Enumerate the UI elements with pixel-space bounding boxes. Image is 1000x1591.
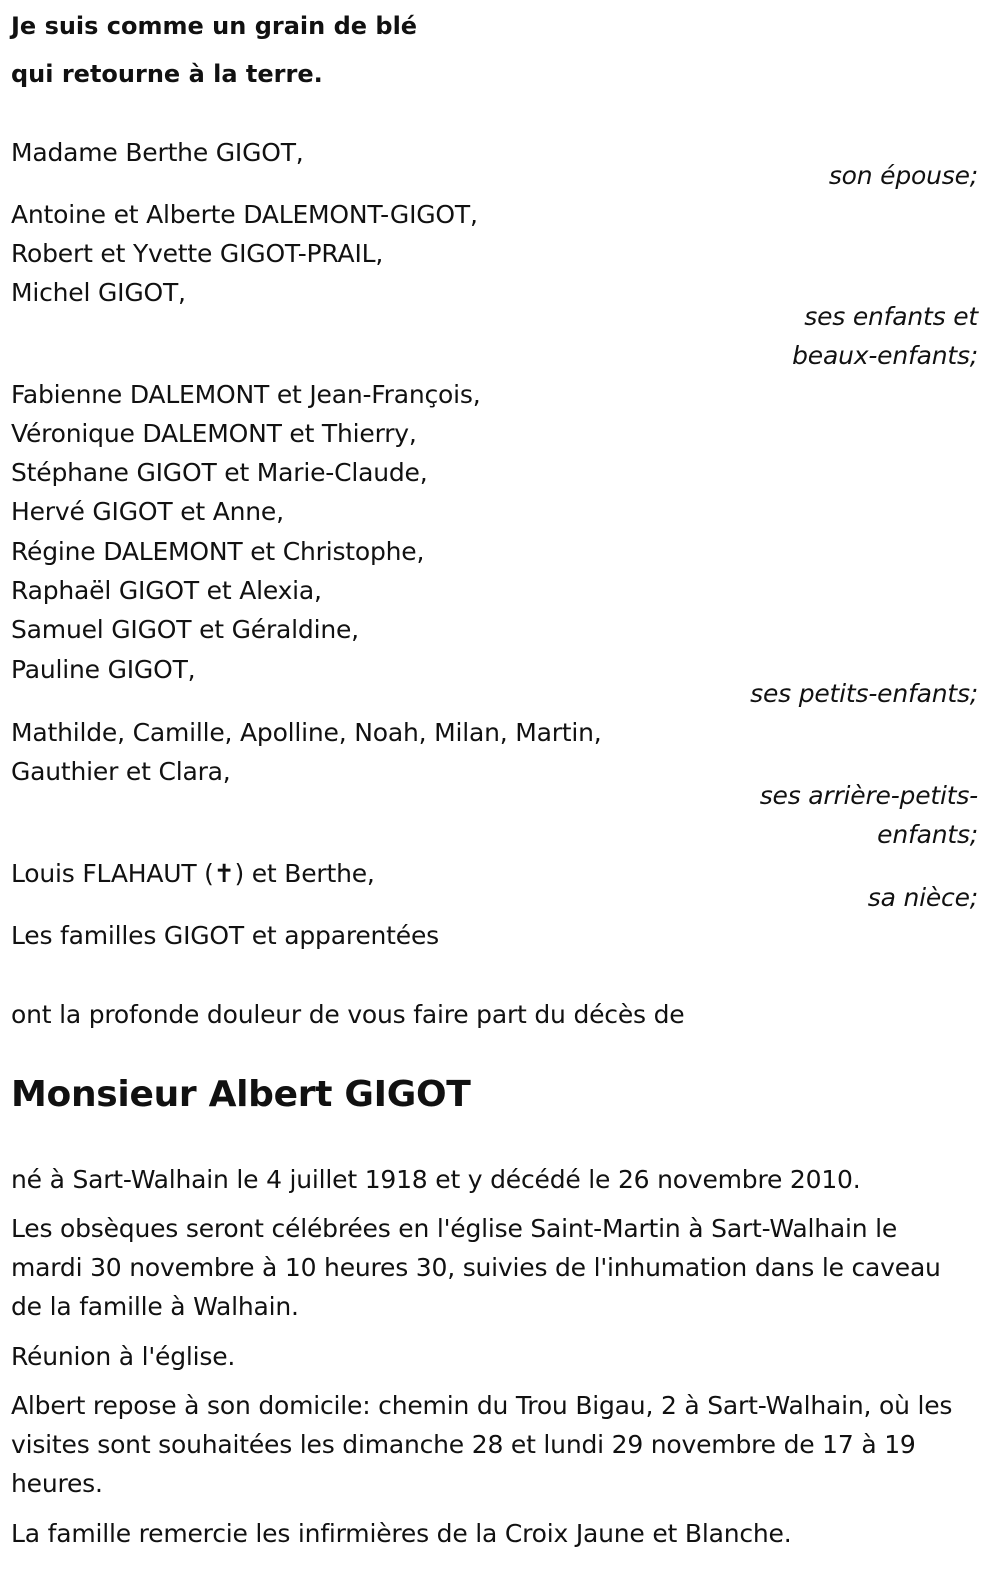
great-grandchild-names: Gauthier et Clara,	[11, 757, 231, 786]
grandchild-name: Stéphane GIGOT et Marie-Claude,	[11, 458, 428, 487]
great-grandchildren-relation-line-2: enfants;	[877, 820, 978, 849]
spouse-relation: son épouse;	[828, 161, 978, 190]
grandchild-name: Véronique DALEMONT et Thierry,	[11, 419, 417, 448]
grandchild-name: Fabienne DALEMONT et Jean-François,	[11, 380, 481, 409]
epigraph-line-1: Je suis comme un grain de blé	[11, 12, 418, 40]
meeting-paragraph: Réunion à l'église.	[11, 1342, 236, 1371]
grandchildren-relation: ses petits-enfants;	[750, 679, 978, 708]
children-relation-line-2: beaux-enfants;	[792, 341, 978, 370]
epigraph-line-2: qui retourne à la terre.	[11, 60, 323, 88]
grandchild-name: Régine DALEMONT et Christophe,	[11, 537, 425, 566]
child-name: Robert et Yvette GIGOT-PRAIL,	[11, 239, 384, 268]
grandchild-name: Samuel GIGOT et Géraldine,	[11, 615, 359, 644]
grandchild-name: Hervé GIGOT et Anne,	[11, 497, 284, 526]
niece-relation: sa nièce;	[867, 883, 978, 912]
funeral-paragraph: Les obsèques seront célébrées en l'église Saint-Martin à Sart-Walhain le mardi 30 novembre à 10 heures 30, suivies de l'inhumation dans le caveau de la famille à Walhain.	[11, 1214, 941, 1321]
niece-name: Louis FLAHAUT (✝) et Berthe,	[11, 859, 375, 888]
thanks-paragraph: La famille remercie les infirmières de la Croix Jaune et Blanche.	[11, 1519, 792, 1548]
child-name: Michel GIGOT,	[11, 278, 186, 307]
grandchild-name: Raphaël GIGOT et Alexia,	[11, 576, 322, 605]
visitation-paragraph: Albert repose à son domicile: chemin du Trou Bigau, 2 à Sart-Walhain, où les visites sont souhaitées les dimanche 28 et lundi 29 novembre de 17 à 19 heures.	[11, 1391, 953, 1498]
great-grandchildren-relation-line-1: ses arrière-petits-	[759, 781, 978, 810]
children-relation-line-1: ses enfants et	[804, 302, 978, 331]
deceased-name: Monsieur Albert GIGOT	[11, 1074, 471, 1115]
birth-death-paragraph: né à Sart-Walhain le 4 juillet 1918 et y décédé le 26 novembre 2010.	[11, 1165, 861, 1194]
child-name: Antoine et Alberte DALEMONT-GIGOT,	[11, 200, 478, 229]
extended-family: Les familles GIGOT et apparentées	[11, 921, 439, 950]
great-grandchild-names: Mathilde, Camille, Apolline, Noah, Milan, Martin,	[11, 718, 602, 747]
grandchild-name: Pauline GIGOT,	[11, 655, 196, 684]
spouse-name: Madame Berthe GIGOT,	[11, 138, 304, 167]
announcement-text: ont la profonde douleur de vous faire part du décès de	[11, 1000, 685, 1029]
